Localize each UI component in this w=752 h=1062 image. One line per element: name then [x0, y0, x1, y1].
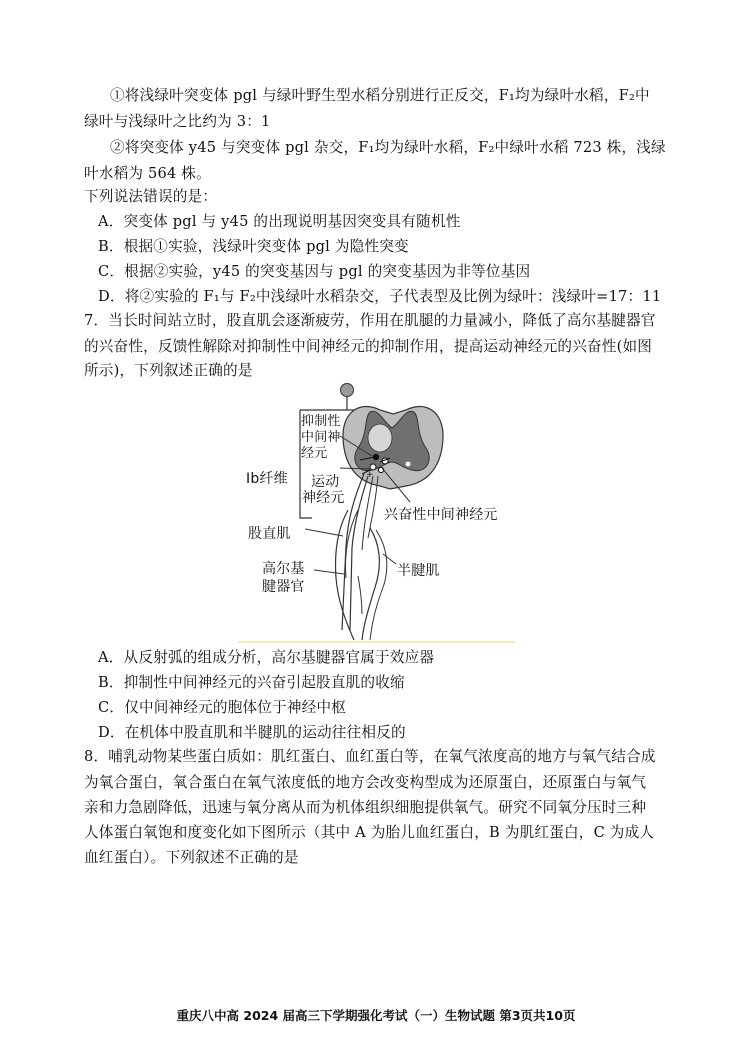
q8-line5: 血红蛋白）。下列叙述不正确的是	[84, 849, 299, 866]
q6-option-c: C．根据②实验，y45 的突变基因与 pgl 的突变基因为非等位基因	[98, 263, 531, 280]
label-excitatory-interneuron: 兴奋性中间神经元	[384, 507, 498, 523]
q7-line3: 所示)，下列叙述正确的是	[84, 362, 253, 379]
q7-option-a: A．从反射弧的组成分析，高尔基腱器官属于效应器	[98, 649, 435, 666]
label-semitendinosus: 半腱肌	[397, 563, 440, 579]
exp1-line2: 绿叶与浅绿叶之比约为 3：1	[84, 113, 271, 130]
q6-option-a: A．突变体 pgl 与 y45 的出现说明基因突变具有随机性	[98, 213, 461, 230]
label-golgi-2: 腱器官	[262, 579, 305, 595]
q7-option-d: D．在机体中股直肌和半腱肌的运动往往相反的	[98, 724, 406, 741]
q8-line2: 为氧合蛋白，氧合蛋白在氧气浓度低的地方会改变构型成为还原蛋白，还原蛋白与氧气	[84, 774, 647, 791]
q8-line4: 人体蛋白氧饱和度变化如下图所示（其中 A 为胎儿血红蛋白，B 为肌红蛋白，C 为成人	[84, 824, 655, 841]
q6-option-d: D．将②实验的 F₁与 F₂中浅绿叶水稻杂交，子代表型及比例为绿叶：浅绿叶=17：11	[98, 288, 662, 305]
semitendinosus-muscle	[362, 528, 379, 640]
page-footer: 重庆八中高 2024 届高三下学期强化考试（一）生物试题 第3页共10页	[176, 1008, 576, 1023]
q7-line2: 的兴奋性，反馈性解除对抑制性中间神经元的抑制作用，提高运动神经元的兴奋性(如图	[84, 338, 653, 355]
label-inhibitory-2: 中间神	[301, 430, 341, 445]
label-golgi-1: 高尔基	[262, 561, 305, 577]
q7-option-c: C．仅中间神经元的胞体位于神经中枢	[98, 699, 347, 716]
label-inhibitory-3: 经元	[301, 446, 328, 461]
exp2-line2: 叶水稻为 564 株。	[84, 165, 211, 182]
svg-text:+: +	[366, 470, 374, 480]
q8-line3: 亲和力急剧降低，迅速与氧分离从而为机体组织细胞提供氧气。研究不同氧分压时三种	[84, 799, 647, 816]
question-prompt: 下列说法错误的是：	[84, 188, 218, 205]
receptor-dot	[341, 384, 354, 397]
q7-option-b: B．抑制性中间神经元的兴奋引起股直肌的收缩	[98, 674, 405, 691]
label-rectus-femoris: 股直肌	[248, 526, 291, 542]
q6-option-b: B．根据①实验，浅绿叶突变体 pgl 为隐性突变	[98, 238, 409, 255]
exp1-line1: ①将浅绿叶突变体 pgl 与绿叶野生型水稻分别进行正反交，F₁均为绿叶水稻，F₂中	[110, 87, 650, 104]
q7-line1: 7．当长时间站立时，股直肌会逐渐疲劳，作用在肌腿的力量减小，降低了高尔基腱器官	[84, 312, 656, 329]
label-inhibitory-1: 抑制性	[301, 414, 341, 429]
label-motor-1: 运动	[311, 474, 340, 490]
exp2-line1: ②将突变体 y45 与突变体 pgl 杂交，F₁均为绿叶水稻，F₂中绿叶水稻 723 株，浅绿	[110, 139, 666, 156]
label-ib-fiber: Ib纤维	[246, 471, 288, 487]
q8-line1: 8．哺乳动物某些蛋白质如：肌红蛋白、血红蛋白等，在氧气浓度高的地方与氧气结合成	[84, 748, 656, 765]
label-motor-2: 神经元	[302, 490, 345, 506]
